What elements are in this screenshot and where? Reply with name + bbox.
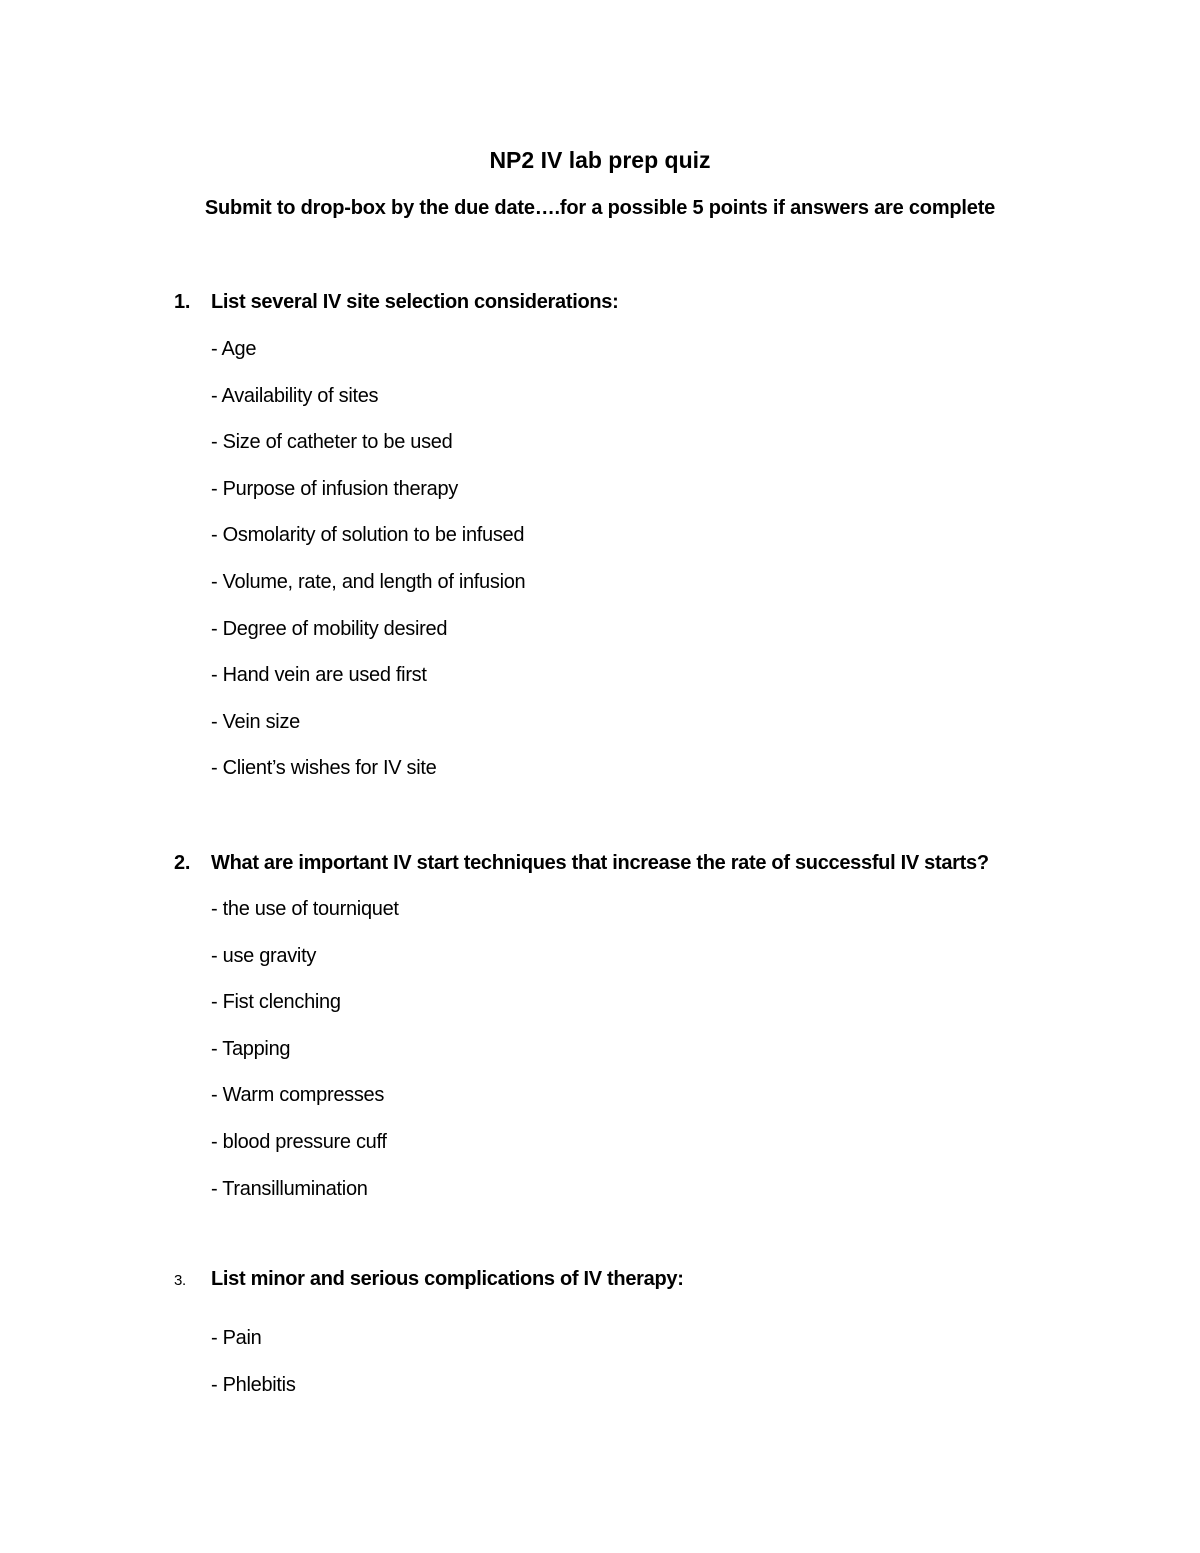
list-item: - Phlebitis [211,1373,296,1396]
list-item: - Size of catheter to be used [211,431,453,454]
list-item: - Hand vein are used first [211,664,427,687]
list-item: - Vein size [211,710,300,733]
list-item: - Availability of sites [211,384,379,407]
list-item: - Fist clenching [211,991,341,1014]
answer-list-3 [211,1315,296,1408]
list-item: - use gravity [211,944,317,967]
list-item: - Client’s wishes for IV site [211,757,437,780]
answer-list-2 [211,886,399,1212]
list-item: - the use of tourniquet [211,898,399,920]
list-item: - Tapping [211,1037,291,1060]
question-number: 2. [174,852,191,874]
page-title: NP2 IV lab prep quiz [489,147,711,173]
list-item: - blood pressure cuff [211,1130,387,1153]
list-item: - Volume, rate, and length of infusion [211,570,526,593]
question-text: List minor and serious complications of IV therapy: [211,1268,684,1290]
list-item: - Degree of mobility desired [211,617,448,640]
list-item: - Age [211,338,257,360]
question-text: List several IV site selection considerations: [211,291,619,313]
list-item: - Pain [211,1327,262,1349]
question-text: What are important IV start techniques that increase the rate of successful IV starts? [211,852,989,874]
page-subtitle: Submit to drop-box by the due date….for a possible 5 points if answers are complete [204,197,996,219]
question-number: 1. [174,291,191,313]
list-item: - Purpose of infusion therapy [211,477,459,500]
list-item: - Transillumination [211,1177,368,1200]
list-item: - Warm compresses [211,1084,385,1107]
list-item: - Osmolarity of solution to be infused [211,524,525,547]
question-number: 3. [174,1272,186,1289]
answer-list-1 [211,326,525,792]
